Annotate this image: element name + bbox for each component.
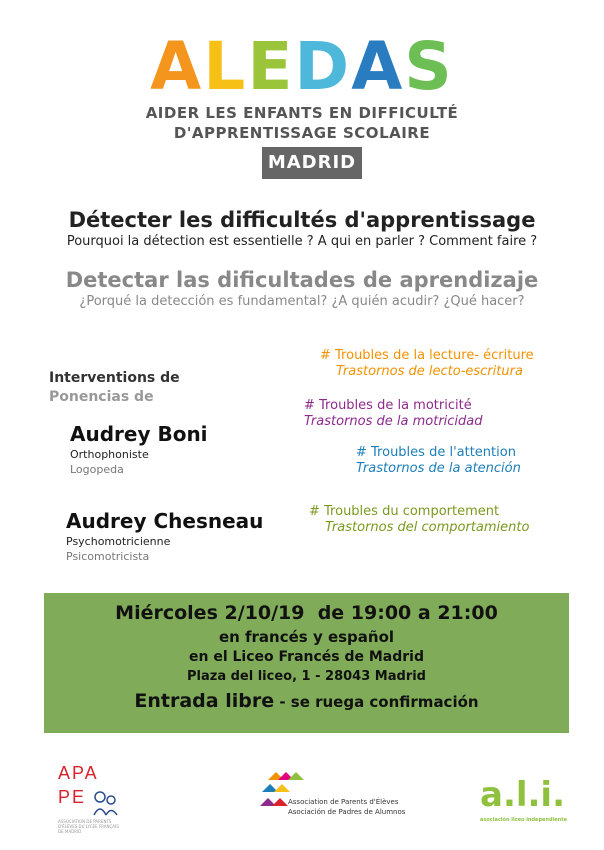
assoc-fr: Association de Parents d'Élèves xyxy=(288,798,399,806)
topic-es: Trastornos de la motricidad xyxy=(304,414,483,429)
entry-free: Entrada libre xyxy=(134,690,275,712)
topic-fr: # Troubles de l'attention xyxy=(356,445,516,460)
logo-tagline-2: D'APPRENTISSAGE SCOLAIRE xyxy=(173,124,431,142)
entry-note: - se ruega confirmación xyxy=(274,693,479,711)
topic-fr: # Troubles de la motricité xyxy=(304,398,472,413)
subtitle-fr: Pourquoi la détection est essentielle ? A qui en parler ? Comment faire ? xyxy=(66,234,538,249)
apa-fine-print: ASSOCIATION DE PARENTS D'ÉLÈVES DU LYCÉE FRANÇAIS DE MADRID xyxy=(58,819,119,834)
topic-es: Trastornos de lecto-escritura xyxy=(336,364,523,379)
aledas-logo xyxy=(0,28,604,105)
topic-fr: # Troubles de la lecture- écriture xyxy=(320,348,534,363)
speaker-2 xyxy=(66,509,263,563)
logo-letter-l: L xyxy=(203,28,248,105)
topic-behavior xyxy=(309,504,589,535)
interventions-label-fr: Interventions de xyxy=(49,370,180,386)
ali-mark: a.l.i. xyxy=(480,775,565,815)
event-address: Plaza del liceo, 1 - 28043 Madrid xyxy=(187,669,426,684)
speaker-name: Audrey Boni xyxy=(70,422,208,446)
topic-es: Trastornos del comportamiento xyxy=(325,520,530,535)
topic-es: Trastornos de la atención xyxy=(356,461,521,476)
event-venue: en el Liceo Francés de Madrid xyxy=(188,649,424,665)
logo-letter-a: A xyxy=(150,28,204,105)
logo-letter-s: S xyxy=(404,28,454,105)
speaker-role-fr: Psychomotricienne xyxy=(66,535,171,548)
pe-text: PE xyxy=(58,787,87,807)
speaker-name: Audrey Chesneau xyxy=(66,509,264,533)
topic-fr: # Troubles du comportement xyxy=(309,504,500,519)
speaker-role-es: Psicomotricista xyxy=(66,550,150,563)
interventions-label-es: Ponencias de xyxy=(49,389,154,405)
event-entry xyxy=(44,690,569,712)
parents-association-logo xyxy=(258,768,418,818)
title-fr: Détecter les difficultés d'apprentissage xyxy=(68,208,536,232)
city-badge: MADRID xyxy=(262,147,362,179)
apa-text: APA xyxy=(58,763,99,783)
assoc-es: Asociación de Padres de Alumnos xyxy=(288,808,406,816)
topic-motor xyxy=(304,398,574,429)
ali-logo xyxy=(480,777,574,827)
logo-letter-d: D xyxy=(294,28,352,105)
children-icon xyxy=(90,789,120,817)
speaker-1 xyxy=(70,422,208,476)
event-languages: en francés y español xyxy=(218,628,395,646)
ali-subtitle: asociación liceo independiente xyxy=(480,817,568,823)
topic-attention xyxy=(356,445,596,476)
topic-reading xyxy=(320,348,590,379)
speaker-role-es: Logopeda xyxy=(70,463,124,476)
logo-letter-a2: A xyxy=(351,28,405,105)
title-es: Detectar las dificultades de aprendizaje xyxy=(65,268,539,292)
event-date-time: Miércoles 2/10/19 de 19:00 a 21:00 xyxy=(115,602,498,624)
logo-tagline-1: AIDER LES ENFANTS EN DIFFICULTÉ xyxy=(145,104,459,122)
logo-letter-e: E xyxy=(247,28,295,105)
subtitle-es: ¿Porqué la detección es fundamental? ¿A quién acudir? ¿Qué hacer? xyxy=(79,294,525,309)
apape-logo xyxy=(58,763,122,834)
speaker-role-fr: Orthophoniste xyxy=(70,448,149,461)
